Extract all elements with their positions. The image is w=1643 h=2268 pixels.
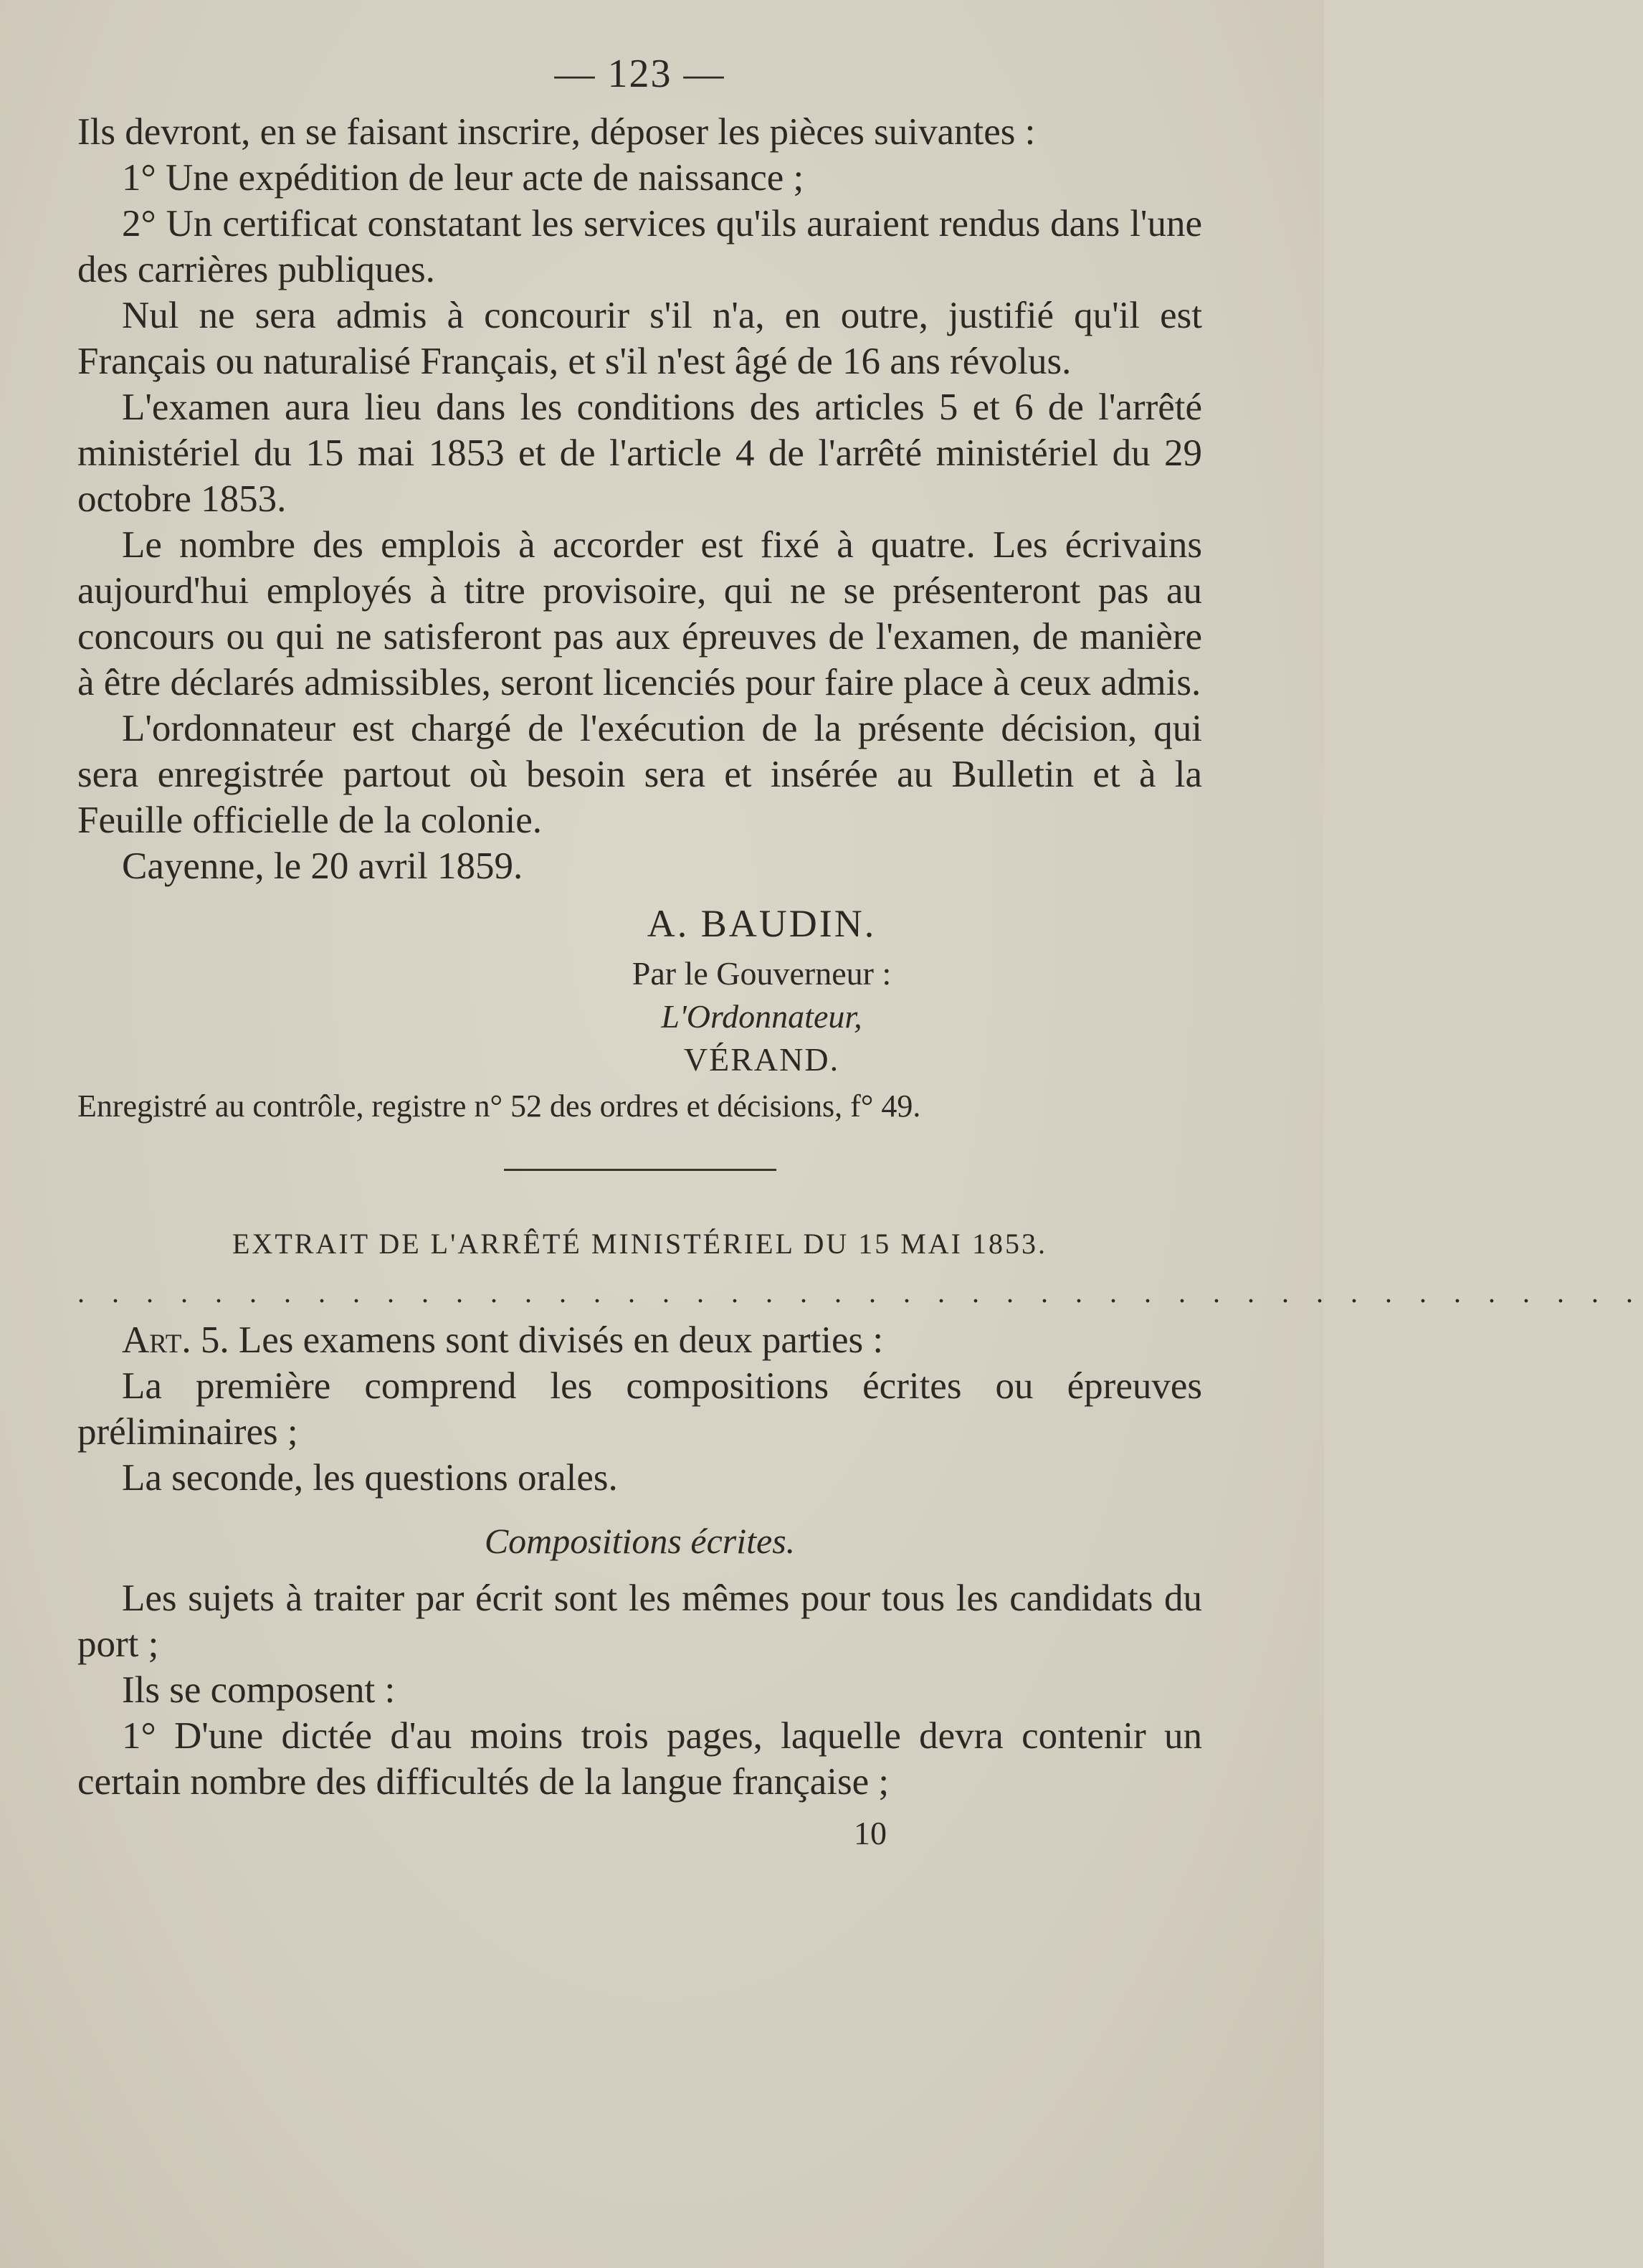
- paragraph-1: Ils devront, en se faisant inscrire, déposer les pièces suivantes :: [77, 111, 1036, 153]
- paragraph-6: Le nombre des emplois à accorder est fixé à quatre. Les écrivains aujourd'hui employés à titre provisoire, qui ne se présenteront pas au concours ou qui ne satisferont pas aux épreuves de l'examen, de manière à être déclarés admissibles, seront licenciés pour faire place à ceux admis.: [77, 524, 1202, 703]
- paragraph-3: 2° Un certificat constatant les services qu'ils auraient rendus dans l'une des carrières publiques.: [77, 203, 1202, 290]
- date-line: Cayenne, le 20 avril 1859.: [122, 845, 523, 887]
- part-1: La première comprend les compositions écrites ou épreuves préliminaires ;: [77, 1365, 1202, 1453]
- signature-countersign: VÉRAND.: [683, 1041, 840, 1078]
- article-label: Art.: [122, 1319, 191, 1361]
- signature-name: A. BAUDIN.: [647, 902, 877, 945]
- paragraph-9: Ils se composent :: [122, 1669, 396, 1711]
- paragraph-4: Nul ne sera admis à concourir s'il n'a, en outre, justifié qu'il est Français ou naturalisé Français, et s'il n'est âgé de 16 ans révolus.: [77, 295, 1202, 382]
- article-text: 5. Les examens sont divisés en deux parties :: [200, 1319, 884, 1361]
- paragraph-10: 1° D'une dictée d'au moins trois pages, laquelle devra contenir un certain nombre des difficultés de la langue française ;: [77, 1715, 1202, 1803]
- section-subtitle: Compositions écrites.: [484, 1521, 796, 1561]
- part-2: La seconde, les questions orales.: [122, 1457, 618, 1499]
- article-5: [77, 1317, 1202, 1363]
- extract-heading: EXTRAIT DE L'ARRÊTÉ MINISTÉRIEL DU 15 MAI 1853.: [232, 1228, 1047, 1260]
- paragraph-7: L'ordonnateur est chargé de l'exécution de la présente décision, qui sera enregistrée partout où besoin sera et insérée au Bulletin et à la Feuille officielle de la colonie.: [77, 708, 1202, 841]
- divider-rule: [504, 1169, 776, 1171]
- paragraph-5: L'examen aura lieu dans les conditions des articles 5 et 6 de l'arrêté ministériel du 15 mai 1853 et de l'article 4 de l'arrêté ministériel du 29 octobre 1853.: [77, 386, 1202, 520]
- page-number: — 123 —: [554, 52, 725, 96]
- dotted-separator: . . . . . . . . . . . . . . . . . . . . . . . . . . . . . . . . . . . . . . . . . . . . . .: [77, 1276, 1643, 1309]
- registration-line: Enregistré au contrôle, registre n° 52 des ordres et décisions, f° 49.: [77, 1088, 921, 1124]
- paragraph-8: Les sujets à traiter par écrit sont les mêmes pour tous les candidats du port ;: [77, 1577, 1202, 1665]
- signature-mark: 10: [854, 1815, 887, 1851]
- paragraph-2: 1° Une expédition de leur acte de naissance ;: [122, 157, 804, 199]
- signature-role: L'Ordonnateur,: [661, 998, 862, 1035]
- signature-by: Par le Gouverneur :: [632, 955, 892, 992]
